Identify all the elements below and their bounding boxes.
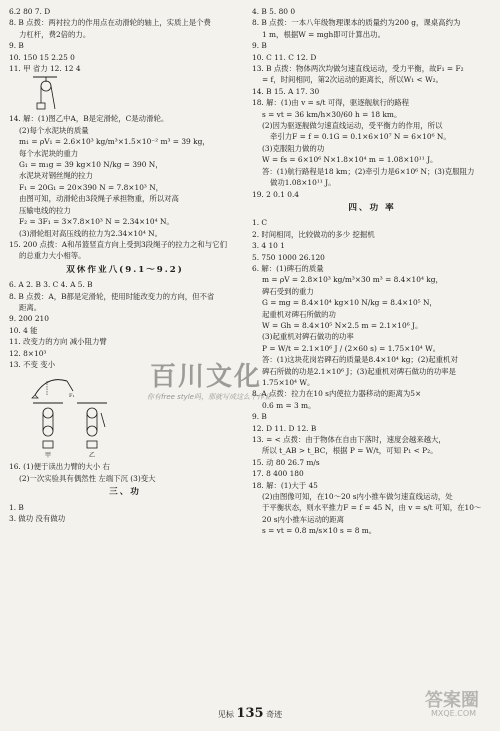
section-heading: 四、功 率 bbox=[348, 202, 396, 213]
answer-line: (3)滑轮组对高压线的拉力为2.34×10⁴ N。 bbox=[19, 228, 162, 238]
pulley-diagram-icon bbox=[31, 75, 61, 111]
section-heading: 双休作业八(9.1～9.2) bbox=[66, 264, 184, 275]
answer-line: (2)因为驱逐舰做匀速直线运动，受平衡力的作用，所以 bbox=[262, 121, 443, 131]
answer-line: m₁ = ρV₁ = 2.6×10³ kg/m³×1.5×10⁻² m³ = 39 kg， bbox=[19, 137, 210, 147]
answer-line: 所以 t_AB > t_BC，根据 P = W/t，可知 P₁ < P₂。 bbox=[262, 446, 438, 456]
answer-line: 碑石所做的功是2.1×10⁶ J；(3)起重机对碑石做功的功率是 bbox=[262, 366, 456, 376]
answer-line: 11. 甲 省力 12. 12 4 bbox=[9, 64, 81, 74]
answer-line: 碑石受到的重力 bbox=[262, 286, 314, 296]
answer-line: 12. D 11. D 12. B bbox=[252, 423, 317, 433]
corner-watermark: 答案圈 bbox=[425, 690, 479, 711]
right-column bbox=[252, 6, 492, 537]
answer-line: 5. 750 1000 26.120 bbox=[252, 252, 325, 262]
answer-line: 14. B 15. A 17. 30 bbox=[252, 86, 320, 96]
answer-line: G₁ = m₁g = 39 kg×10 N/kg = 390 N， bbox=[19, 160, 163, 170]
answer-line: 于平衡状态，则水平推力F = f = 45 N，由 v = s/t 可知，在10～ bbox=[262, 503, 482, 513]
watermark-logo: 百川文化 bbox=[150, 362, 263, 392]
answer-line: 15. 动 80 26.7 m/s bbox=[252, 457, 320, 467]
answer-line: 13. B 点拨：物体两次均做匀速直线运动，受力平衡，故F₁ = F₂ bbox=[252, 64, 464, 74]
footer-prefix: 见标 bbox=[217, 710, 234, 719]
section-heading: 三、功 bbox=[109, 487, 141, 498]
answer-line: 9. B bbox=[252, 41, 267, 51]
answer-line: 10. 150 15 2.25 0 bbox=[9, 52, 75, 62]
page-number: 135 bbox=[236, 706, 264, 721]
answer-line: 8. B 点拨：一本八年级物理课本的质量约为200 g，课桌高约为 bbox=[252, 18, 461, 28]
svg-text:乙: 乙 bbox=[89, 452, 96, 460]
answer-line: 6. A 2. B 3. C 4. A 5. B bbox=[9, 280, 93, 290]
answer-line: (2)每个水泥块的质量 bbox=[19, 125, 89, 135]
answer-line: m = ρV = 2.8×10³ kg/m³×30 m³ = 8.4×10⁴ kg， bbox=[262, 275, 443, 285]
answer-line: 的总重力大小相等。 bbox=[19, 251, 86, 261]
answer-line: 16. (1)便于读出力臂的大小 右 bbox=[9, 462, 110, 472]
svg-text:F₁: F₁ bbox=[69, 393, 75, 400]
answer-line: 压输电线的拉力 bbox=[19, 205, 71, 215]
answer-line: 1.75×10⁴ W。 bbox=[262, 378, 315, 387]
answer-line: (2)由图像可知，在10～20 s内小推车做匀速直线运动，处 bbox=[262, 492, 453, 502]
answer-line: 1 m，根据W = mgh即可计算出功。 bbox=[262, 29, 385, 39]
answer-line: P = W/t = 2.1×10⁶ J / (2×60 s) = 1.75×10⁴ W。 bbox=[262, 343, 441, 353]
answer-line: 11. 改变力的方向 减小阻力臂 bbox=[9, 337, 107, 347]
footer-suffix: 奇迹 bbox=[266, 710, 283, 719]
answer-line: = f，时间相同，第2次运动的距离长，所以W₁ < W₂。 bbox=[262, 75, 444, 85]
answer-line: 答：(1)航行路程是18 km；(2)牵引力是6×10⁶ N；(3)克服阻力 bbox=[262, 166, 475, 176]
answer-line: 20 s内小推车运动的距离 bbox=[262, 514, 345, 524]
lever-diagram-icon bbox=[31, 371, 75, 399]
answer-line: 1. B bbox=[9, 502, 24, 512]
answer-line: s = vt = 0.8 m/s×10 s = 8 m。 bbox=[262, 526, 377, 536]
answer-line: 做功1.08×10¹¹ J。 bbox=[270, 178, 336, 188]
answer-line: (3)起重机对碑石做功的功率 bbox=[262, 332, 354, 342]
answer-line: W = Gh = 8.4×10⁵ N×2.5 m = 2.1×10⁶ J。 bbox=[262, 320, 423, 330]
answer-line: 14. 解：(1)图乙中A，B是定滑轮，C是动滑轮。 bbox=[9, 114, 169, 124]
answer-line: 10. 4 能 bbox=[9, 325, 38, 335]
answer-line: F₂ = 3F₁ = 3×7.8×10³ N = 2.34×10⁴ N。 bbox=[19, 217, 174, 227]
watermark-slogan: 你有free style吗，那就写成这么个作业 bbox=[147, 393, 271, 401]
answer-line: 8. B 点拨：A，B都是定滑轮，使用时能改变力的方向，但不省 bbox=[9, 291, 215, 301]
answer-line: 15. 200 点拨：A和吊篮竖直方向上受到3段绳子的拉力之和与它们 bbox=[9, 239, 227, 249]
answer-line: (3)克服阻力做的功 bbox=[262, 143, 325, 153]
svg-text:甲: 甲 bbox=[45, 452, 52, 460]
answer-line: 13. 不变 变小 bbox=[9, 359, 56, 369]
corner-watermark-url: MXQE.COM bbox=[431, 709, 477, 718]
answer-line: 18. 解：(1)大于 45 bbox=[252, 480, 318, 490]
answer-line: 19. 2 0.1 0.4 bbox=[252, 189, 300, 199]
answer-line: 起重机对碑石所做的功 bbox=[262, 309, 336, 319]
answer-line: 18. 解：(1)由 v = s/t 可得，驱逐舰航行的路程 bbox=[252, 98, 410, 108]
answer-line: G = mg = 8.4×10⁴ kg×10 N/kg = 8.4×10⁵ N， bbox=[262, 298, 437, 308]
answer-line: (2)一次实验具有偶然性 左端下沉 (3)变大 bbox=[19, 473, 156, 483]
answer-line: F₁ = 20G₁ = 20×390 N = 7.8×10³ N， bbox=[19, 182, 164, 192]
answer-line: 每个水泥块的重力 bbox=[19, 148, 79, 158]
answer-line: 0.6 m = 3 m。 bbox=[262, 400, 316, 410]
answer-line: 水泥块对钢丝绳的拉力 bbox=[19, 171, 93, 181]
answer-line: 6.2 80 7. D bbox=[9, 7, 51, 16]
answer-line: 答：(1)这块花岗岩碑石的质量是8.4×10⁴ kg；(2)起重机对 bbox=[262, 355, 458, 365]
answer-line: 力杠杆，费2倍的力。 bbox=[19, 29, 91, 39]
answer-line: s = vt = 36 km/h×30/60 h = 18 km。 bbox=[262, 109, 402, 119]
answer-line: 1. C bbox=[252, 218, 268, 228]
answer-line: 8. A 点拨：拉力在10 s内使拉力器移动的距离为5× bbox=[252, 389, 422, 399]
answer-line: 牵引力F = f = 0.1G = 0.1×6×10⁷ N = 6×10⁶ N。 bbox=[270, 132, 451, 142]
answer-line: 9. 200 210 bbox=[9, 314, 49, 324]
answer-line: 由图可知，动滑轮由3段绳子承担物重，所以对高 bbox=[19, 194, 179, 204]
answer-line: 3. 4 10 1 bbox=[252, 241, 285, 251]
answer-line: W = fs = 6×10⁶ N×1.8×10⁴ m = 1.08×10¹¹ J。 bbox=[262, 155, 438, 165]
answer-line: 9. B bbox=[252, 412, 267, 422]
pulley-pair-diagram-icon bbox=[31, 401, 111, 459]
answer-line: 17. 8 400 180 bbox=[252, 469, 304, 479]
answer-line: 10. C 11. C 12. D bbox=[252, 52, 317, 62]
answer-line: 距离。 bbox=[19, 302, 42, 312]
answer-line: 8. B 点拨：两衬拉力的作用点在动滑轮的轴上，实质上是个费 bbox=[9, 18, 211, 28]
answer-line: 9. B bbox=[9, 41, 24, 51]
answer-line: 4. B 5. 80 0 bbox=[252, 7, 296, 16]
answer-line: 12. 8×10³ bbox=[9, 348, 47, 358]
left-column bbox=[9, 6, 241, 524]
answer-line: 13. = < 点拨：由于物体在自由下落时，速度会越来越大， bbox=[252, 435, 446, 445]
answer-line: 2. 时间相同，比较做功的多少 挖掘机 bbox=[252, 229, 375, 239]
answer-line: 6. 解：(1)碑石的质量 bbox=[252, 263, 324, 273]
answer-line: 3. 做功 没有做功 bbox=[9, 514, 66, 523]
